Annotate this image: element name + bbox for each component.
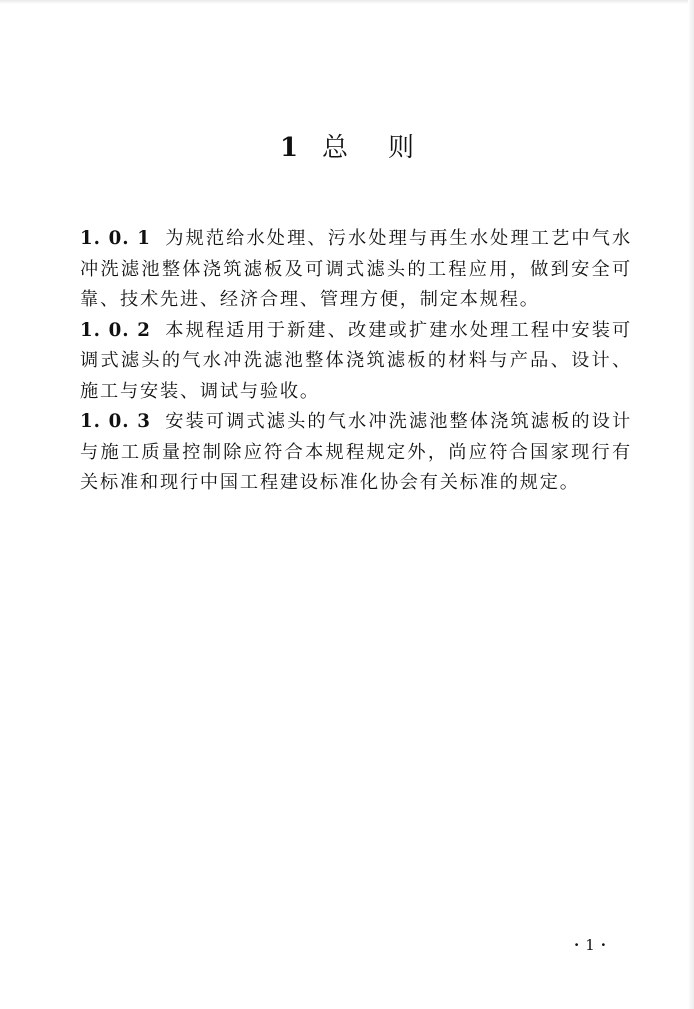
chapter-heading: [0, 131, 694, 165]
page-number: [560, 934, 620, 956]
page-top-edge: [0, 0, 694, 4]
page-number-value: 1: [585, 936, 595, 954]
clause-1-0-1: [80, 224, 632, 316]
clause-text: 为规范给水处理、污水处理与再生水处理工艺中气水冲洗滤池整体浇筑滤板及可调式滤头的工程应用，做到安全可靠、技术先进、经济合理、管理方便，制定本规程。: [80, 228, 632, 310]
clause-text: 本规程适用于新建、改建或扩建水处理工程中安装可调式滤头的气水冲洗滤池整体浇筑滤板的材料与产品、设计、施工与安装、调试与验收。: [80, 319, 632, 402]
clause-text: 安装可调式滤头的气水冲洗滤池整体浇筑滤板的设计与施工质量控制除应符合本规程规定外，尚应符合国家现行有关标准和现行中国工程建设标准化协会有关标准的规定。: [80, 411, 632, 493]
page-number-dot-right: ·: [600, 936, 606, 954]
clause-number: 1. 0. 2: [80, 319, 151, 341]
chapter-title: 总则: [322, 133, 455, 163]
chapter-number: 1: [279, 133, 299, 163]
clauses-body: [80, 224, 632, 499]
clause-number: 1. 0. 3: [80, 411, 151, 432]
clause-1-0-2: [80, 316, 632, 408]
clause-number: 1. 0. 1: [80, 228, 151, 249]
clause-1-0-3: [80, 407, 632, 499]
page-number-dot-left: ·: [573, 936, 580, 954]
